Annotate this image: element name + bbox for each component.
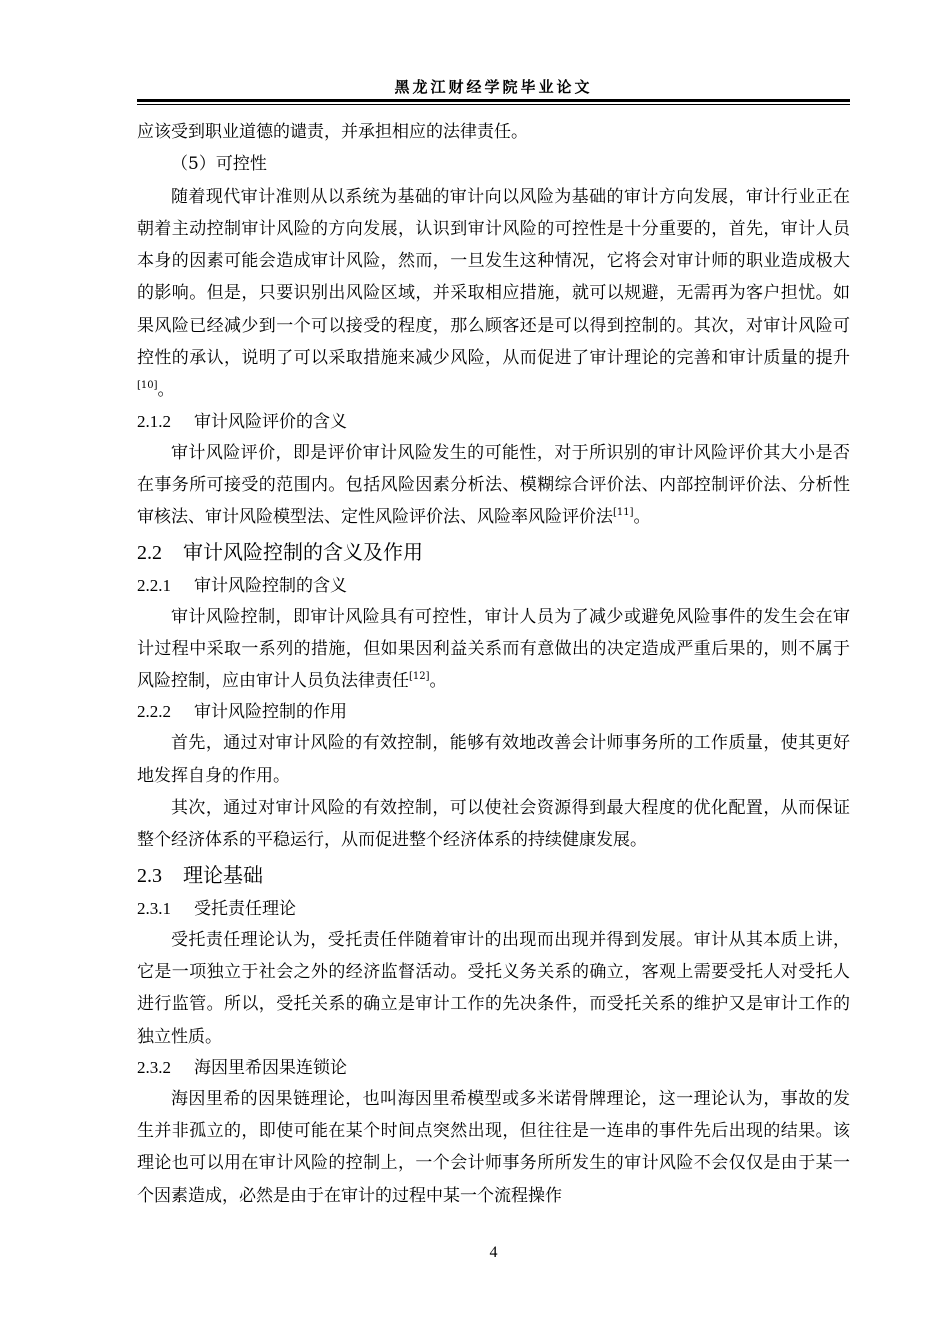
heading-2-2-2: 2.2.2 审计风险控制的作用 <box>137 702 347 723</box>
header-rule-thick <box>137 99 850 102</box>
paragraph-risk-control: 审计风险控制，即审计风险具有可控性，审计人员为了减少或避免风险事件的发生会在审计过程中采取一系列的措施，但如果因利益关系而有意做出的决定造成严重后果的，则不属于风险控制，应由审计人员负法律责任[12]。 <box>137 606 850 692</box>
citation-11: [11] <box>613 507 634 519</box>
paragraph-controllability: 随着现代审计准则从以系统为基础的审计向以风险为基础的审计方向发展，审计行业正在朝着主动控制审计风险的方向发展，认识到审计风险的可控性是十分重要的，首先，审计人员本身的因素可能会造成审计风险，然而，一旦发生这种情况，它将会对审计师的职业造成极大的影响。但是，只要识别出风险区域，并采取相应措施，就可以规避，无需再为客户担忧。如果风险已经减少到一个可以接受的程度，那么顾客还是可以得到控制的。其次，对审计风险可控性的承认，说明了可以采取措施来减少风险，从而促进了审计理论的完善和审计质量的提升[10]。 <box>137 186 850 401</box>
paragraph-first: 首先，通过对审计风险的有效控制，能够有效地改善会计师事务所的工作质量，使其更好地发挥自身的作用。 <box>137 733 850 786</box>
heading-2-3-2: 2.3.2 海因里希因果连锁论 <box>137 1057 347 1078</box>
heading-2-3: 2.3 理论基础 <box>137 862 263 887</box>
heading-2-2-1: 2.2.1 审计风险控制的含义 <box>137 575 347 596</box>
heading-2-1-2: 2.1.2 审计风险评价的含义 <box>137 411 347 432</box>
header-rule-thin <box>137 104 850 105</box>
citation-12: [12] <box>409 671 430 683</box>
page-body <box>137 116 850 1212</box>
paragraph-risk-evaluation: 审计风险评价，即是评价审计风险发生的可能性，对于所识别的审计风险评价其大小是否在事务所可接受的范围内。包括风险因素分析法、模糊综合评价法、内部控制评价法、分析性审核法、审计风险模型法、定性风险评价法、风险率风险评价法[11]。 <box>137 442 850 528</box>
paragraph-second: 其次，通过对审计风险的有效控制，可以使社会资源得到最大程度的优化配置，从而保证整个经济体系的平稳运行，从而促进整个经济体系的持续健康发展。 <box>137 798 850 851</box>
heading-2-2: 2.2 审计风险控制的含义及作用 <box>137 539 423 564</box>
paragraph-fiduciary: 受托责任理论认为，受托责任伴随着审计的出现而出现并得到发展。审计从其本质上讲，它是一项独立于社会之外的经济监督活动。受托义务关系的确立，客观上需要受托人对受托人进行监管。所以，受托关系的确立是审计工作的先决条件，而受托关系的维护又是审计工作的独立性质。 <box>137 929 850 1047</box>
paragraph-continuation: 应该受到职业道德的谴责，并承担相应的法律责任。 <box>137 122 528 142</box>
heading-2-3-1: 2.3.1 受托责任理论 <box>137 898 296 919</box>
page-number: 4 <box>489 1244 498 1261</box>
citation-10: [10] <box>137 380 158 392</box>
list-item-controllability: （5）可控性 <box>171 154 267 175</box>
page-header: 黑龙江财经学院毕业论文 <box>394 78 593 96</box>
paragraph-heinrich: 海因里希的因果链理论，也叫海因里希模型或多米诺骨牌理论，这一理论认为，事故的发生并非孤立的，即使可能在某个时间点突然出现，但往往是一连串的事件先后出现的结果。该理论也可以用在审计风险的控制上，一个会计师事务所所发生的审计风险不会仅仅是由于某一个因素造成，必然是由于在审计的过程中某一个流程操作 <box>137 1088 850 1206</box>
